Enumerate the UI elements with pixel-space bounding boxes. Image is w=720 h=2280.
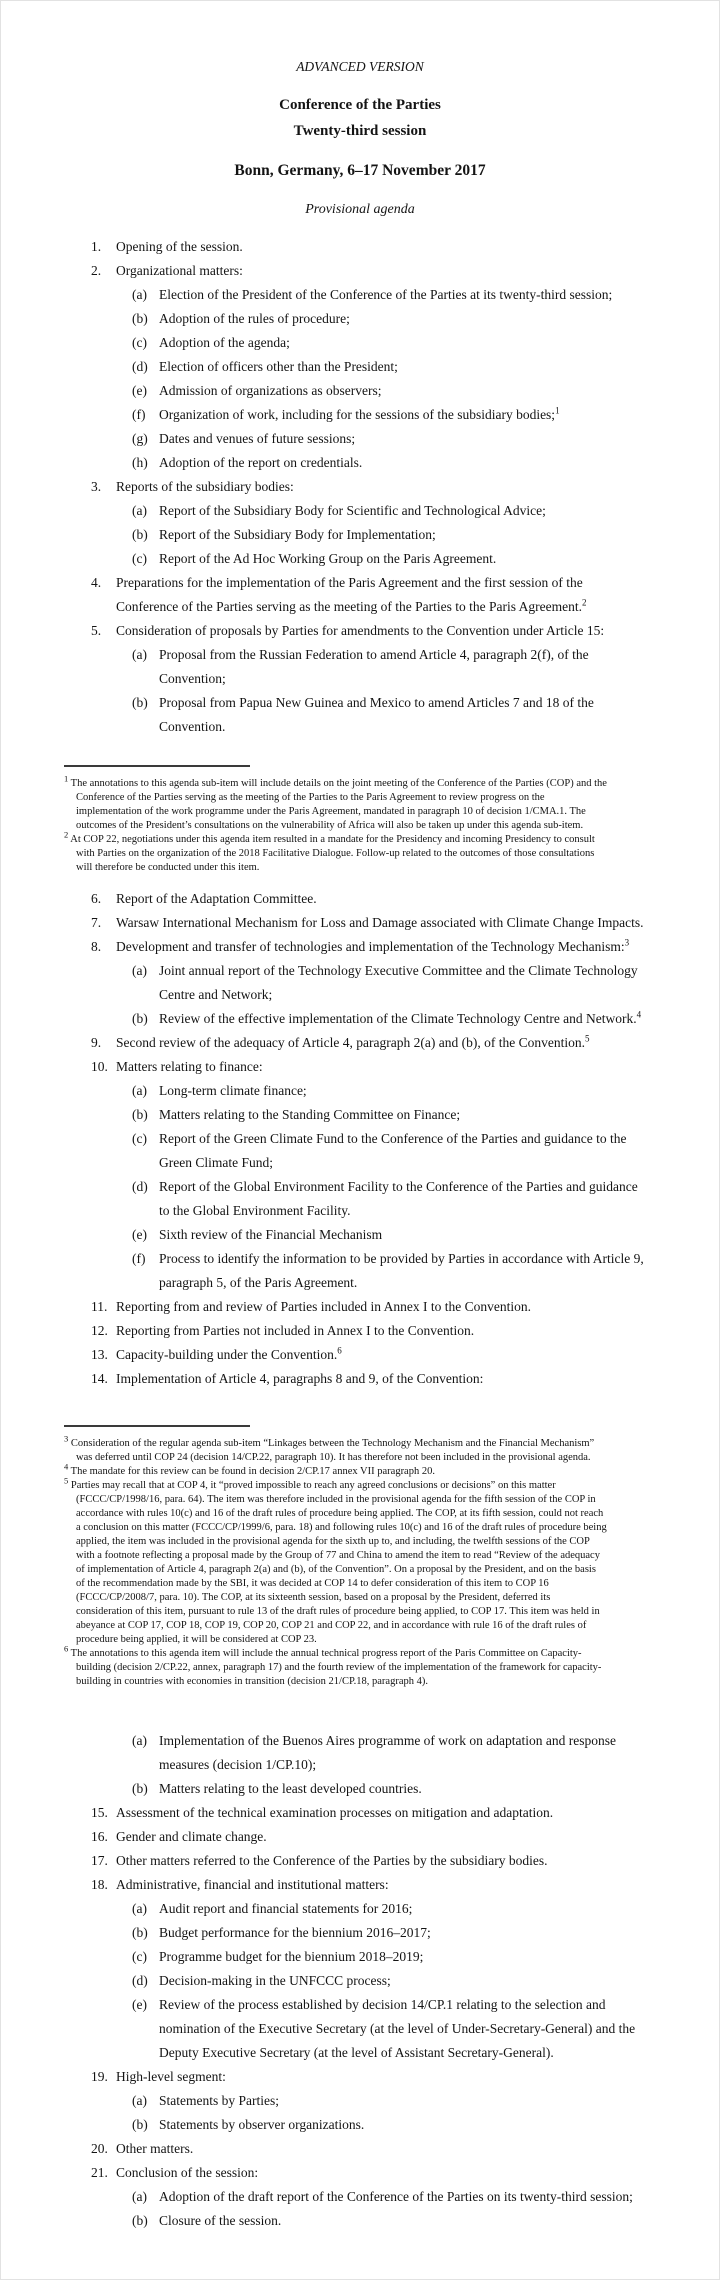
agenda-subitem-text: Statements by Parties; <box>159 2093 279 2108</box>
footnote: $^1$ The annotations to this agenda sub-item will include details on the joint meeting of the Conference of the Parties (COP) and the Conference of the Parties serving as the meeting of the Parties to the Paris Agreement to review progress on the implementation of the work programme under the Paris Agreement, mandated in paragraph 10 of decision 1/CMA.1. The outcomes of the President’s consultations on the vulnerability of Africa will also be taken up under this agenda sub-item. <box>64 773 607 831</box>
agenda-item <box>91 1873 644 1897</box>
provisional-agenda-label: Provisional agenda <box>305 202 415 217</box>
agenda-item-number: 15. <box>91 1805 108 1820</box>
agenda-item-number: 11. <box>91 1299 108 1314</box>
agenda-subitem <box>132 1777 644 1801</box>
agenda-subitem-text: Audit report and financial statements for 2016; <box>159 1901 413 1916</box>
agenda-subitem-text: Review of the effective implementation of the Climate Technology Centre and Network.$^4$ <box>159 1009 642 1026</box>
agenda-subitem-letter: (d) <box>132 1179 148 1194</box>
agenda-subitem-letter: (f) <box>132 407 146 422</box>
agenda-subitem-letter: (a) <box>132 287 147 302</box>
agenda-subitem-letter: (a) <box>132 647 147 662</box>
agenda-subitem <box>132 959 644 1007</box>
agenda-item-text: Development and transfer of technologies and implementation of the Technology Mechanism:$^3$ <box>116 937 630 954</box>
agenda-item <box>91 1801 644 1825</box>
agenda-subitem-letter: (e) <box>132 383 147 398</box>
agenda-subitem-letter: (a) <box>132 503 147 518</box>
footnote: $^6$ The annotations to this agenda item will include the annual technical progress report of the Paris Committee on Capacity-building (decision 2/CP.22, annex, paragraph 17) and the fourth review of the implementation of the framework for capacity-building in countries with economies in transition (decision 21/CP.18, paragraph 4). <box>64 1643 602 1687</box>
footnote-ref: 1 <box>555 405 560 416</box>
agenda-item-text: Reports of the subsidiary bodies: <box>116 479 294 494</box>
agenda-item-text: Reporting from and review of Parties included in Annex I to the Convention. <box>116 1299 532 1314</box>
agenda-item <box>91 1367 644 1391</box>
agenda-subitem <box>132 1729 644 1777</box>
footnote: $^4$ The mandate for this review can be found in decision 2/CP.17 annex VII paragraph 20. <box>64 1461 435 1477</box>
agenda-item <box>91 475 644 499</box>
agenda-subitem <box>132 523 644 547</box>
agenda-item-number: 1. <box>91 239 102 254</box>
agenda-subitem <box>132 2209 644 2233</box>
agenda-subitem-letter: (b) <box>132 1925 148 1940</box>
agenda-subitem <box>132 331 644 355</box>
agenda-subitem <box>132 379 644 403</box>
agenda-item-number: 6. <box>91 891 102 906</box>
agenda-subitem <box>132 1127 644 1175</box>
agenda-item-text: Matters relating to finance: <box>116 1059 263 1074</box>
footnote-marker: 1 <box>64 773 69 784</box>
agenda-item-text: Report of the Adaptation Committee. <box>116 891 317 906</box>
agenda-subitem-letter: (b) <box>132 2213 148 2228</box>
agenda-subitem-text: Report of the Subsidiary Body for Scientific and Technological Advice; <box>159 503 546 518</box>
agenda-subitem-letter: (g) <box>132 431 148 446</box>
agenda-item <box>91 571 644 619</box>
agenda-item <box>91 887 644 911</box>
agenda-item <box>91 1849 644 1873</box>
agenda-item-number: 5. <box>91 623 102 638</box>
agenda-item <box>91 1031 644 1055</box>
footnote-ref: 6 <box>337 1345 342 1356</box>
footnote-separator <box>64 765 250 767</box>
agenda-subitem <box>132 1103 644 1127</box>
agenda-item <box>91 2137 644 2161</box>
document-header <box>1 1 719 218</box>
agenda-subitem-letter: (b) <box>132 311 148 326</box>
agenda-item-number: 8. <box>91 939 102 954</box>
agenda-item <box>91 1055 644 1079</box>
agenda-subitem-text: Budget performance for the biennium 2016–2017; <box>159 1925 431 1940</box>
footnote-block <box>1 765 719 875</box>
agenda-subitem <box>132 2113 644 2137</box>
footnote-ref: 5 <box>584 1033 590 1044</box>
agenda-item-number: 10. <box>91 1059 108 1074</box>
agenda-subitem-letter: (b) <box>132 2117 148 2132</box>
footnote-marker: 2 <box>64 829 69 840</box>
agenda-item-text: Gender and climate change. <box>116 1829 267 1844</box>
agenda-item <box>91 1343 644 1367</box>
agenda-subitem <box>132 1897 644 1921</box>
agenda-subitem-text: Programme budget for the biennium 2018–2019; <box>159 1949 424 1964</box>
agenda-subitem-letter: (d) <box>132 359 148 374</box>
footnote-marker: 4 <box>64 1461 69 1472</box>
agenda-item <box>91 911 644 935</box>
agenda-subitem-text: Decision-making in the UNFCCC process; <box>159 1973 391 1988</box>
agenda-item <box>91 1295 644 1319</box>
agenda-subitem <box>132 1993 644 2065</box>
agenda-item <box>91 235 644 259</box>
agenda-subitem <box>132 499 644 523</box>
agenda-item-text: Consideration of proposals by Parties for amendments to the Convention under Article 15: <box>116 623 605 638</box>
agenda-subitem-text: Adoption of the rules of procedure; <box>159 311 350 326</box>
footnote-block <box>1 1425 719 1689</box>
agenda-item-number: 4. <box>91 575 102 590</box>
agenda-item-text: Administrative, financial and institutional matters: <box>116 1877 389 1892</box>
agenda-subitem-text: Dates and venues of future sessions; <box>159 431 356 446</box>
agenda-subitem <box>132 691 644 739</box>
agenda-item-text: Preparations for the implementation of the Paris Agreement and the first session of the Conference of the Parties serving as the meeting of the Parties to the Paris Agreement.$^2$ <box>116 575 587 614</box>
agenda-subitem-letter: (c) <box>132 335 147 350</box>
agenda-item-number: 13. <box>91 1347 108 1362</box>
agenda-subitem <box>132 547 644 571</box>
agenda-subitem <box>132 451 644 475</box>
footnote-marker: 6 <box>64 1643 69 1654</box>
agenda-item-text: Organizational matters: <box>116 263 243 278</box>
venue-date: Bonn, Germany, 6–17 November 2017 <box>234 162 486 179</box>
agenda-subitem-letter: (b) <box>132 527 148 542</box>
footnote-ref: 2 <box>582 597 587 608</box>
agenda-item-number: 18. <box>91 1877 108 1892</box>
advanced-version-label: ADVANCED VERSION <box>296 59 424 74</box>
agenda-subitem-letter: (c) <box>132 551 147 566</box>
agenda-body <box>1 235 719 2233</box>
agenda-item <box>91 619 644 643</box>
agenda-item <box>91 935 644 959</box>
agenda-subitem-letter: (b) <box>132 1781 148 1796</box>
agenda-subitem-text: Implementation of the Buenos Aires programme of work on adaptation and response measures (decision 1/CP.10); <box>159 1733 617 1772</box>
agenda-item-number: 21. <box>91 2165 108 2180</box>
agenda-item-text: Other matters referred to the Conference of the Parties by the subsidiary bodies. <box>116 1853 548 1868</box>
agenda-item-number: 3. <box>91 479 102 494</box>
footnote: $^5$ Parties may recall that at COP 4, it “proved impossible to reach any agreed conclusions or decisions” on this matter (FCCC/CP/1998/16, para. 64). The item was therefore included in the provisional agenda for the fifth session of the COP in accordance with rules 10(c) and 16 of the draft rules of procedure being applied. The COP, at its fifth session, could not reach a conclusion on this matter (FCCC/CP/1999/6, para. 18) and following rules 10(c) and 16 of the draft rules of procedure being applied, the item was included in the provisional agenda for the sixth up to, and including, the twelfth sessions of the COP with a footnote reflecting a proposal made by the Group of 77 and China to amend the item to read “Review of the adequacy of implementation of Article 4, paragraph 2(a) and (b), of the Convention”. On a proposal by the President, and on the basis of the recommendation made by the SBI, it was decided at COP 14 to defer consideration of this item to COP 16 (FCCC/CP/2008/7, para. 10). The COP, at its sixteenth session, based on a proposal by the President, deferred its consideration of this item, pursuant to rule 13 of the draft rules of procedure being applied, to COP 17. This item was held in abeyance at COP 17, COP 18, COP 19, COP 20, COP 21 and COP 22, and in accordance with rule 16 of the draft rules of procedure being applied, it will be considered at COP 23. <box>64 1475 607 1645</box>
agenda-subitem-text: Process to identify the information to be provided by Parties in accordance with Article 9, paragraph 5, of the Paris Agreement. <box>159 1251 644 1290</box>
footnote-ref: 3 <box>624 937 630 948</box>
agenda-segment <box>1 887 719 1391</box>
agenda-item-text: Capacity-building under the Convention.$^6$ <box>116 1345 342 1362</box>
agenda-subitem-text: Report of the Ad Hoc Working Group on the Paris Agreement. <box>159 551 497 566</box>
agenda-subitem <box>132 403 644 427</box>
agenda-subitem-letter: (e) <box>132 1227 147 1242</box>
agenda-item-number: 9. <box>91 1035 102 1050</box>
agenda-item-number: 20. <box>91 2141 108 2156</box>
agenda-subitem-letter: (h) <box>132 455 148 470</box>
agenda-subitem-text: Adoption of the agenda; <box>159 335 290 350</box>
agenda-item-text: Second review of the adequacy of Article 4, paragraph 2(a) and (b), of the Convention.$^5$ <box>116 1033 590 1050</box>
agenda-subitem-letter: (c) <box>132 1131 147 1146</box>
agenda-item-number: 16. <box>91 1829 108 1844</box>
agenda-subitem-text: Proposal from Papua New Guinea and Mexico to amend Articles 7 and 18 of the Convention. <box>159 695 594 734</box>
agenda-subitem <box>132 2089 644 2113</box>
agenda-subitem <box>132 307 644 331</box>
agenda-segment <box>1 1729 719 2233</box>
agenda-subitem-letter: (b) <box>132 1011 148 1026</box>
agenda-item-number: 17. <box>91 1853 108 1868</box>
agenda-subitem-text: Review of the process established by decision 14/CP.1 relating to the selection and nomination of the Executive Secretary (at the level of Under-Secretary-General) and the Deputy Executive Secretary (at the level of Assistant Secretary-General). <box>159 1997 636 2060</box>
agenda-item-text: Warsaw International Mechanism for Loss and Damage associated with Climate Change Impacts. <box>116 915 644 930</box>
agenda-subitem-letter: (a) <box>132 1083 147 1098</box>
agenda-subitem <box>132 1175 644 1223</box>
agenda-item <box>91 259 644 283</box>
agenda-subitem <box>132 427 644 451</box>
agenda-subitem-text: Report of the Subsidiary Body for Implementation; <box>159 527 436 542</box>
agenda-subitem <box>132 355 644 379</box>
agenda-subitem <box>132 643 644 691</box>
agenda-subitem-text: Matters relating to the least developed countries. <box>159 1781 422 1796</box>
agenda-item-text: Other matters. <box>116 2141 194 2156</box>
agenda-subitem-letter: (a) <box>132 1733 147 1748</box>
agenda-subitem-text: Joint annual report of the Technology Executive Committee and the Climate Technology Centre and Network; <box>159 963 638 1002</box>
agenda-subitem-letter: (a) <box>132 2189 147 2204</box>
agenda-subitem-letter: (a) <box>132 1901 147 1916</box>
agenda-item-number: 2. <box>91 263 102 278</box>
agenda-subitem-text: Organization of work, including for the sessions of the subsidiary bodies;$^1$ <box>159 405 560 422</box>
session-title: Twenty-third session <box>293 123 427 139</box>
agenda-subitem <box>132 1223 644 1247</box>
agenda-item-text: Reporting from Parties not included in Annex I to the Convention. <box>116 1323 475 1338</box>
agenda-subitem-text: Matters relating to the Standing Committee on Finance; <box>159 1107 461 1122</box>
agenda-item-text: High-level segment: <box>116 2069 226 2084</box>
agenda-item <box>91 1319 644 1343</box>
agenda-subitem-letter: (f) <box>132 1251 146 1266</box>
footnote-marker: 3 <box>64 1433 69 1444</box>
footnote-separator <box>64 1425 250 1427</box>
agenda-subitem-letter: (a) <box>132 963 147 978</box>
agenda-item-number: 14. <box>91 1371 108 1386</box>
agenda-item-text: Implementation of Article 4, paragraphs 8 and 9, of the Convention: <box>116 1371 484 1386</box>
agenda-subitem-text: Closure of the session. <box>159 2213 282 2228</box>
agenda-subitem <box>132 283 644 307</box>
agenda-subitem <box>132 1079 644 1103</box>
agenda-subitem-letter: (d) <box>132 1973 148 1988</box>
agenda-subitem <box>132 1969 644 1993</box>
agenda-subitem-letter: (e) <box>132 1997 147 2012</box>
agenda-item-number: 19. <box>91 2069 108 2084</box>
agenda-item-text: Assessment of the technical examination processes on mitigation and adaptation. <box>116 1805 554 1820</box>
agenda-subitem <box>132 1921 644 1945</box>
agenda-subitem-letter: (b) <box>132 695 148 710</box>
document-title: Conference of the Parties <box>279 97 441 113</box>
agenda-item <box>91 2065 644 2089</box>
agenda-subitem-text: Election of officers other than the President; <box>159 359 398 374</box>
agenda-item-number: 7. <box>91 915 102 930</box>
agenda-subitem-text: Sixth review of the Financial Mechanism <box>159 1227 383 1242</box>
agenda-subitem <box>132 1007 644 1031</box>
agenda-item-text: Conclusion of the session: <box>116 2165 259 2180</box>
agenda-subitem-text: Report of the Global Environment Facility to the Conference of the Parties and guidance to the Global Environment Facility. <box>159 1179 638 1218</box>
agenda-subitem-text: Adoption of the report on credentials. <box>159 455 363 470</box>
footnote-ref: 4 <box>636 1009 642 1020</box>
agenda-subitem-text: Adoption of the draft report of the Conference of the Parties on its twenty-third session; <box>159 2189 633 2204</box>
agenda-subitem <box>132 1247 644 1295</box>
agenda-subitem-text: Statements by observer organizations. <box>159 2117 365 2132</box>
agenda-subitem <box>132 1945 644 1969</box>
agenda-subitem-text: Report of the Green Climate Fund to the Conference of the Parties and guidance to the Green Climate Fund; <box>159 1131 627 1170</box>
agenda-subitem-text: Long-term climate finance; <box>159 1083 307 1098</box>
agenda-item-text: Opening of the session. <box>116 239 243 254</box>
agenda-item <box>91 1825 644 1849</box>
footnote-marker: 5 <box>64 1475 69 1486</box>
agenda-subitem-text: Proposal from the Russian Federation to amend Article 4, paragraph 2(f), of the Convention; <box>159 647 589 686</box>
agenda-subitem-letter: (c) <box>132 1949 147 1964</box>
agenda-subitem-text: Election of the President of the Conference of the Parties at its twenty-third session; <box>159 287 613 302</box>
footnote: $^3$ Consideration of the regular agenda sub-item “Linkages between the Technology Mechanism and the Financial Mechanism” was deferred until COP 24 (decision 14/CP.22, paragraph 10). It has therefore not been included in the provisional agenda. <box>64 1433 595 1463</box>
agenda-subitem-text: Admission of organizations as observers; <box>159 383 382 398</box>
agenda-item-number: 12. <box>91 1323 108 1338</box>
agenda-subitem-letter: (b) <box>132 1107 148 1122</box>
agenda-item <box>91 2161 644 2185</box>
agenda-subitem <box>132 2185 644 2209</box>
agenda-segment <box>1 235 719 739</box>
agenda-subitem-letter: (a) <box>132 2093 147 2108</box>
footnote: $^2$ At COP 22, negotiations under this agenda item resulted in a mandate for the Presidency and incoming Presidency to consult with Parties on the organization of the 2018 Facilitative Dialogue. Follow-up related to the outcomes of those consultations will therefore be conducted under this item. <box>64 829 595 873</box>
